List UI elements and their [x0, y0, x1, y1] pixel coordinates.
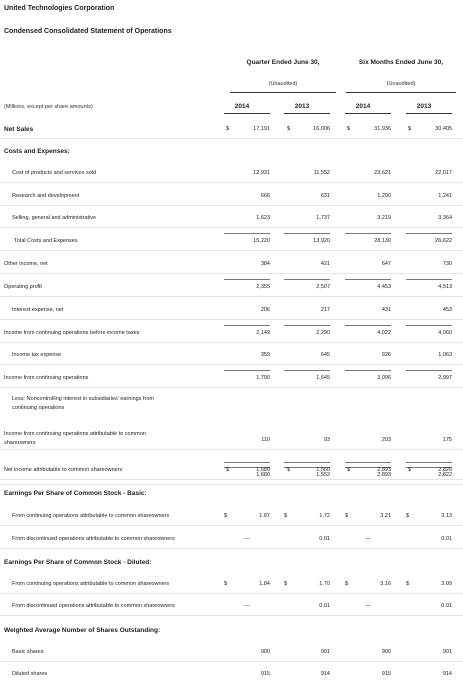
row-value: 0.01 — [319, 536, 330, 542]
statement-title: Condensed Consolidated Statement of Operations — [4, 28, 172, 35]
row-value: 901 — [320, 649, 330, 655]
row-value: 3.21 — [380, 513, 391, 519]
row-label: Total Costs and Expenses — [14, 238, 78, 244]
row-label: From continuing operations attributable to common shareowners — [12, 513, 170, 519]
row-divider — [0, 593, 463, 594]
row-value: 1.70 — [319, 581, 330, 587]
row-value: 23,621 — [374, 170, 391, 176]
row-value: 4,513 — [438, 284, 452, 290]
header-six-months: Six Months Ended June 30, — [358, 59, 444, 66]
row-value: 30,405 — [435, 126, 452, 132]
row-value: — — [365, 536, 371, 542]
row-value: 4,022 — [377, 330, 391, 336]
subtotal-rule — [345, 370, 391, 371]
row-value: 926 — [381, 352, 391, 358]
row-value: 1,241 — [438, 193, 452, 199]
row-label: Earnings Per Share of Common Stock - Diluted: — [4, 559, 152, 566]
row-value: 1,560 — [316, 467, 330, 473]
row-value: 0.01 — [319, 603, 330, 609]
row-value: 175 — [442, 437, 452, 443]
subtotal-rule — [284, 462, 330, 463]
row-label-line: shareowners — [4, 440, 36, 446]
subtotal-rule — [345, 233, 391, 234]
row-divider — [0, 661, 463, 662]
header-underline — [284, 113, 330, 114]
row-value: 2,149 — [256, 330, 270, 336]
row-value: 12,931 — [253, 170, 270, 176]
row-label: Research and development — [12, 193, 80, 199]
row-label: Interest expense, net — [12, 307, 64, 313]
row-value: 1,790 — [256, 375, 270, 381]
header-underline — [406, 113, 452, 114]
header-underline — [346, 92, 456, 93]
row-value: 730 — [442, 261, 452, 267]
subtotal-rule — [406, 279, 452, 280]
currency-symbol: $ — [408, 467, 412, 473]
units-note: (Millions, except per share amounts) — [4, 104, 93, 110]
row-divider — [0, 205, 463, 206]
row-value: 2,997 — [438, 375, 452, 381]
row-value: 3.13 — [441, 513, 452, 519]
currency-symbol: $ — [345, 513, 349, 519]
row-value: 631 — [320, 193, 330, 199]
row-label: Costs and Expenses: — [4, 148, 70, 155]
row-divider — [0, 138, 463, 139]
row-divider — [0, 319, 463, 320]
row-value: 453 — [442, 307, 452, 313]
row-label: From discontinued operations attributable to common shareowners — [12, 603, 175, 609]
row-label-line: Less: Noncontrolling interest in subsidiaries' earnings from — [12, 396, 154, 402]
row-value: 1,680 — [256, 467, 270, 473]
row-value: 0.01 — [441, 536, 452, 542]
header-unaudited-quarter: (Unaudited) — [268, 81, 298, 87]
row-value: 3,096 — [377, 375, 391, 381]
row-value: 4,453 — [377, 284, 391, 290]
company-name: United Technologies Corporation — [4, 5, 115, 12]
year-column-header: 2014 — [355, 103, 371, 110]
row-value: 28,130 — [374, 238, 391, 244]
subtotal-rule — [406, 325, 452, 326]
year-column-header: 2014 — [234, 103, 250, 110]
header-unaudited-six: (Unaudited) — [386, 81, 416, 87]
row-divider — [0, 387, 463, 388]
row-label: Income from continuing operations — [4, 375, 89, 381]
row-label — [4, 430, 146, 448]
row-value: 2,355 — [256, 284, 270, 290]
row-value: 359 — [260, 352, 270, 358]
row-value: 22,017 — [435, 170, 452, 176]
row-value: 1,680 — [256, 472, 270, 478]
subtotal-rule — [345, 279, 391, 280]
header-underline — [224, 113, 270, 114]
row-divider — [0, 296, 463, 297]
row-divider — [0, 364, 463, 365]
currency-symbol: $ — [406, 513, 410, 519]
row-label: Net Sales — [4, 126, 34, 133]
row-value: 914 — [320, 671, 330, 677]
row-value: 2,507 — [316, 284, 330, 290]
row-label: Diluted shares — [12, 671, 48, 677]
row-value: 431 — [381, 307, 391, 313]
row-value: 3,364 — [438, 215, 452, 221]
row-label — [12, 395, 154, 413]
header-quarter: Quarter Ended June 30, — [246, 59, 320, 66]
row-label-line: continuing operations — [12, 405, 65, 411]
subtotal-rule — [284, 233, 330, 234]
row-value: — — [244, 603, 250, 609]
row-value: 666 — [260, 193, 270, 199]
row-divider — [0, 484, 463, 485]
row-value: 26,622 — [435, 238, 452, 244]
subtotal-rule — [224, 233, 270, 234]
row-divider — [0, 479, 463, 480]
currency-symbol: $ — [284, 513, 288, 519]
year-column-header: 2013 — [416, 103, 432, 110]
row-value: 217 — [320, 307, 330, 313]
currency-symbol: $ — [347, 467, 351, 473]
row-divider — [0, 548, 463, 549]
row-label: Operating profit — [4, 284, 42, 290]
row-label: Cost of products and services sold — [12, 170, 97, 176]
subtotal-rule — [406, 233, 452, 234]
subtotal-rule — [224, 325, 270, 326]
row-value: 3.09 — [441, 581, 452, 587]
row-divider — [0, 273, 463, 274]
row-value: 2,893 — [377, 472, 391, 478]
row-value: 915 — [381, 671, 391, 677]
row-divider — [0, 525, 463, 526]
row-value: 421 — [320, 261, 330, 267]
row-label: Earnings Per Share of Common Stock - Basic: — [4, 490, 147, 497]
currency-symbol: $ — [287, 126, 291, 132]
subtotal-rule — [224, 370, 270, 371]
row-value: 1.72 — [319, 513, 330, 519]
currency-symbol: $ — [408, 126, 412, 132]
row-value: 206 — [260, 307, 270, 313]
subtotal-rule — [224, 462, 270, 463]
row-value: 13,920 — [313, 238, 330, 244]
row-value: 914 — [442, 671, 452, 677]
currency-symbol: $ — [406, 581, 410, 587]
row-value: 1,290 — [377, 193, 391, 199]
currency-symbol: $ — [284, 581, 288, 587]
currency-symbol: $ — [345, 581, 349, 587]
row-label: From continuing operations attributable to common shareowners — [12, 581, 170, 587]
row-value: 645 — [320, 352, 330, 358]
row-divider — [0, 342, 463, 343]
row-label: Income tax expense — [12, 352, 62, 358]
subtotal-rule — [345, 462, 391, 463]
row-value: 0.01 — [441, 603, 452, 609]
row-label: Net income attributable to common shareowners — [4, 467, 123, 473]
row-value: 1,552 — [316, 472, 330, 478]
row-value: 900 — [260, 649, 270, 655]
row-value: 4,060 — [438, 330, 452, 336]
row-value: 16,006 — [313, 126, 330, 132]
currency-symbol: $ — [226, 126, 230, 132]
row-value: 2,822 — [438, 472, 452, 478]
row-divider — [0, 615, 463, 616]
row-value: 915 — [260, 671, 270, 677]
row-label: Other income, net — [4, 261, 48, 267]
currency-symbol: $ — [347, 126, 351, 132]
row-divider — [0, 227, 463, 228]
row-value: — — [365, 603, 371, 609]
row-divider — [0, 449, 463, 450]
row-value: — — [244, 536, 250, 542]
row-value: 1,737 — [316, 215, 330, 221]
row-value: 1.87 — [259, 513, 270, 519]
subtotal-rule — [406, 370, 452, 371]
currency-symbol: $ — [226, 467, 230, 473]
subtotal-rule — [284, 370, 330, 371]
row-label: Weighted Average Number of Shares Outstanding: — [4, 627, 161, 634]
row-value: 3.16 — [380, 581, 391, 587]
row-value: 2,290 — [316, 330, 330, 336]
row-label: Basic shares — [12, 649, 44, 655]
row-value: 15,220 — [253, 238, 270, 244]
row-label: Selling, general and administrative — [12, 215, 97, 221]
row-value: 647 — [381, 261, 391, 267]
subtotal-rule — [284, 279, 330, 280]
row-value: 900 — [381, 649, 391, 655]
row-value: 110 — [261, 437, 270, 443]
header-underline — [345, 113, 391, 114]
row-divider — [0, 182, 463, 183]
subtotal-rule — [406, 462, 452, 463]
currency-symbol: $ — [224, 581, 228, 587]
currency-symbol: $ — [287, 467, 291, 473]
row-label: Income from continuing operations before income taxes — [4, 330, 140, 336]
row-value: 93 — [323, 437, 330, 443]
row-value: 901 — [442, 649, 452, 655]
subtotal-rule — [224, 279, 270, 280]
row-value: 31,936 — [374, 126, 391, 132]
subtotal-rule — [345, 325, 391, 326]
row-value: 1,645 — [316, 375, 330, 381]
row-value: 384 — [260, 261, 270, 267]
row-value: 1.84 — [259, 581, 270, 587]
header-underline — [230, 92, 336, 93]
row-value: 203 — [381, 437, 391, 443]
row-value: 3,219 — [377, 215, 391, 221]
currency-symbol: $ — [224, 513, 228, 519]
row-value: 1,623 — [256, 215, 270, 221]
row-value: 11,552 — [313, 170, 330, 176]
row-value: 2,893 — [377, 467, 391, 473]
row-divider — [0, 250, 463, 251]
row-value: 17,191 — [253, 126, 270, 132]
year-column-header: 2013 — [294, 103, 310, 110]
row-label: From discontinued operations attributable to common shareowners — [12, 536, 175, 542]
row-value: 2,826 — [438, 467, 452, 473]
subtotal-rule — [284, 325, 330, 326]
row-value: 1,063 — [438, 352, 452, 358]
row-label-line: Income from continuing operations attributable to common — [4, 431, 146, 437]
